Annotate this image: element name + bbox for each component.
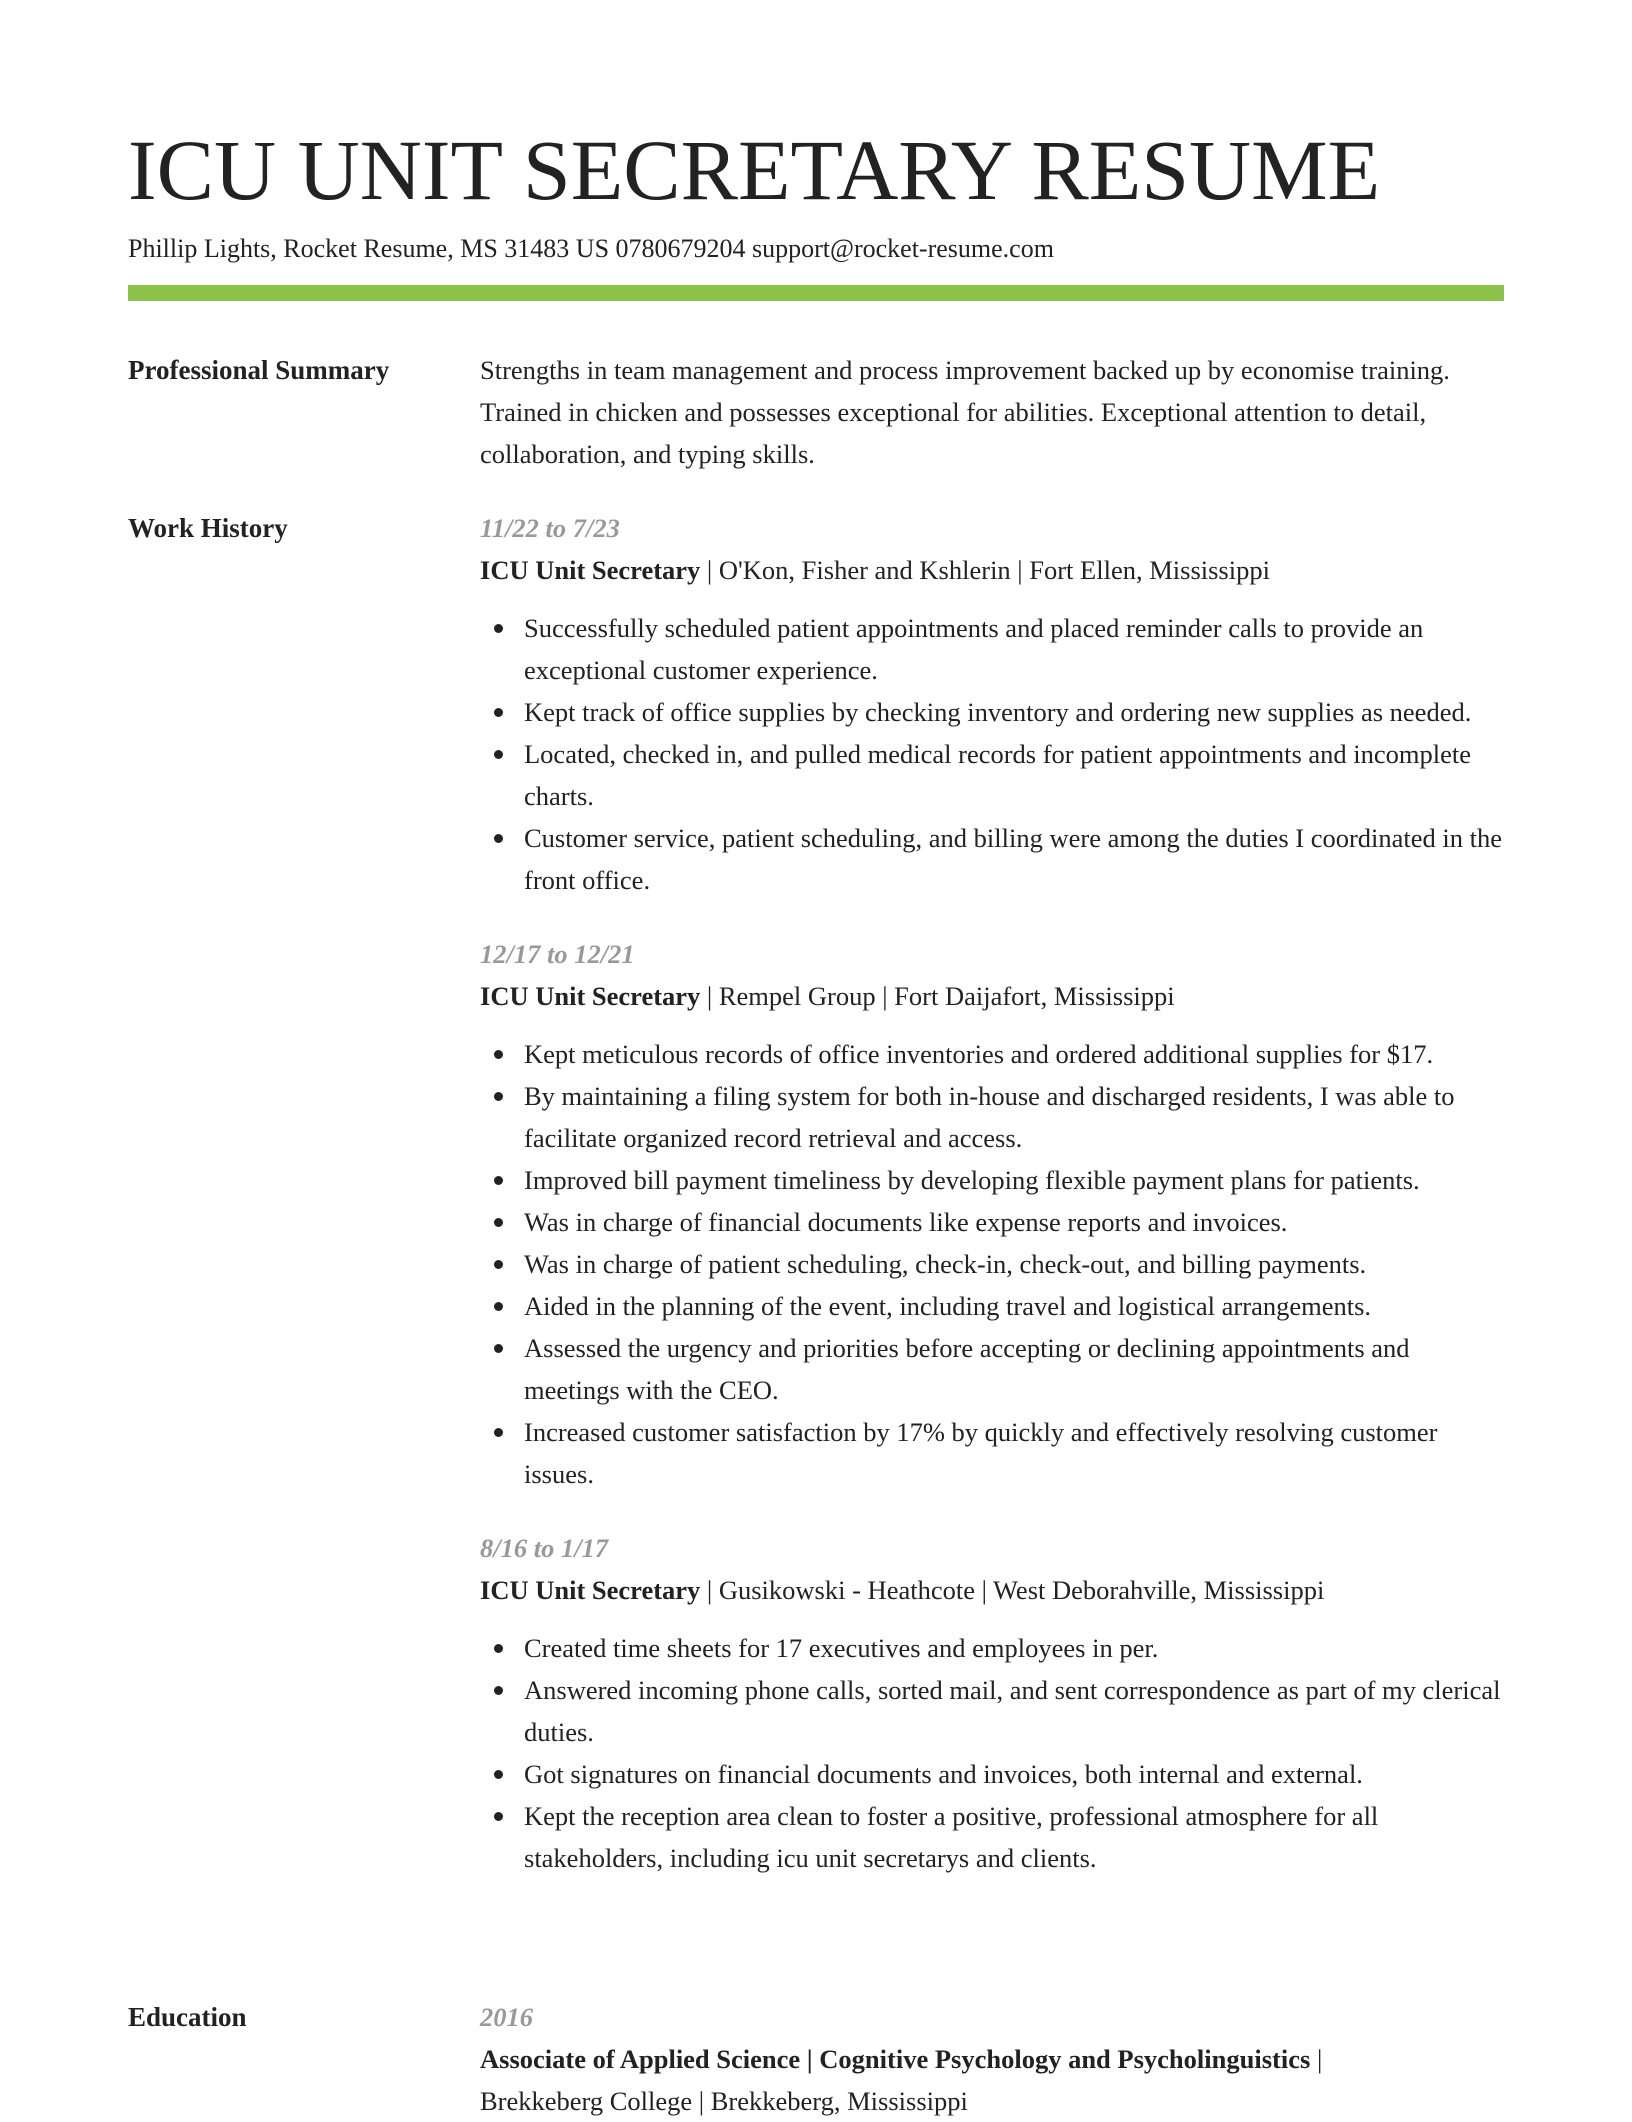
job-bullet — [524, 1669, 1504, 1753]
work-history-label: Work History — [128, 513, 288, 543]
bullet-dot-icon — [494, 1050, 503, 1059]
job-heading — [480, 975, 1504, 1017]
job-bullets — [480, 1033, 1504, 1495]
bullet-text: Kept the reception area clean to foster a positive, professional atmosphere for all stakeholders, including icu unit secretarys and clients. — [524, 1801, 1379, 1873]
job-bullet — [524, 1753, 1504, 1795]
bullet-dot-icon — [494, 1302, 503, 1311]
bullet-dot-icon — [494, 834, 503, 843]
bullet-dot-icon — [494, 750, 503, 759]
bullet-text: Got signatures on financial documents and invoices, both internal and external. — [524, 1759, 1363, 1789]
contact-line: Phillip Lights, Rocket Resume, MS 31483 US 0780679204 support@rocket-resume.com — [128, 234, 1054, 263]
bullet-text: Created time sheets for 17 executives and employees in per. — [524, 1633, 1159, 1663]
job-bullet — [524, 1627, 1504, 1669]
job-bullets — [480, 607, 1504, 901]
bullet-dot-icon — [494, 708, 503, 717]
job-entry — [480, 1527, 1504, 1879]
resume-title: ICU UNIT SECRETARY RESUME — [128, 122, 1381, 218]
job-bullet — [524, 1075, 1504, 1159]
bullet-dot-icon — [494, 624, 503, 633]
bullet-text: Improved bill payment timeliness by developing flexible payment plans for patients. — [524, 1165, 1420, 1195]
bullet-dot-icon — [494, 1344, 503, 1353]
bullet-text: Located, checked in, and pulled medical records for patient appointments and incomplete charts. — [524, 739, 1472, 811]
job-bullet — [524, 1201, 1504, 1243]
header-divider — [128, 285, 1504, 301]
bullet-dot-icon — [494, 1176, 503, 1185]
bullet-text: Customer service, patient scheduling, and billing were among the duties I coordinated in the front office. — [524, 823, 1503, 895]
bullet-text: Aided in the planning of the event, including travel and logistical arrangements. — [524, 1291, 1372, 1321]
job-entry — [480, 507, 1504, 901]
job-bullets — [480, 1627, 1504, 1879]
education-heading — [480, 2038, 1504, 2080]
education-year: 2016 — [480, 2002, 533, 2032]
job-bullet — [524, 733, 1504, 817]
job-bullet — [524, 1327, 1504, 1411]
summary-body — [480, 349, 1504, 475]
summary-text: Strengths in team management and process improvement backed up by economise training. Trained in chicken and possesses exceptional for abilities. Exceptional attention to detail, collaboration, and typing skills. — [480, 355, 1450, 469]
job-bullet — [524, 691, 1504, 733]
job-bullet — [524, 1033, 1504, 1075]
job-heading — [480, 549, 1504, 591]
bullet-text: By maintaining a filing system for both in-house and discharged residents, I was able to facilitate organized record retrieval and access. — [524, 1081, 1455, 1153]
job-bullet — [524, 1411, 1504, 1495]
job-heading — [480, 1569, 1504, 1611]
bullet-dot-icon — [494, 1218, 503, 1227]
bullet-dot-icon — [494, 1092, 503, 1101]
job-bullet — [524, 817, 1504, 901]
job-employer-location: | O'Kon, Fisher and Kshlerin | Fort Ellen, Mississippi — [700, 555, 1270, 585]
job-bullet — [524, 607, 1504, 691]
bullet-text: Was in charge of patient scheduling, check-in, check-out, and billing payments. — [524, 1249, 1367, 1279]
job-bullet — [524, 1795, 1504, 1879]
summary-label: Professional Summary — [128, 355, 390, 385]
bullet-text: Assessed the urgency and priorities before accepting or declining appointments and meetings with the CEO. — [524, 1333, 1410, 1405]
job-employer-location: | Rempel Group | Fort Daijafort, Mississippi — [700, 981, 1175, 1011]
job-bullet — [524, 1159, 1504, 1201]
bullet-text: Was in charge of financial documents like expense reports and invoices. — [524, 1207, 1288, 1237]
education-school: Brekkeberg College | Brekkeberg, Mississippi — [480, 2086, 968, 2116]
bullet-dot-icon — [494, 1428, 503, 1437]
job-dates: 12/17 to 12/21 — [480, 939, 635, 969]
bullet-text: Increased customer satisfaction by 17% by quickly and effectively resolving customer issues. — [524, 1417, 1438, 1489]
bullet-dot-icon — [494, 1770, 503, 1779]
job-employer-location: | Gusikowski - Heathcote | West Deborahville, Mississippi — [700, 1575, 1325, 1605]
bullet-text: Answered incoming phone calls, sorted mail, and sent correspondence as part of my clerical duties. — [524, 1675, 1501, 1747]
job-title: ICU Unit Secretary — [480, 1575, 701, 1605]
job-dates: 8/16 to 1/17 — [480, 1533, 609, 1563]
job-title: ICU Unit Secretary — [480, 555, 701, 585]
bullet-dot-icon — [494, 1686, 503, 1695]
job-bullet — [524, 1243, 1504, 1285]
bullet-text: Kept track of office supplies by checking inventory and ordering new supplies as needed. — [524, 697, 1472, 727]
job-dates: 11/22 to 7/23 — [480, 513, 620, 543]
bullet-dot-icon — [494, 1644, 503, 1653]
education-body — [480, 1996, 1504, 2122]
job-bullet — [524, 1285, 1504, 1327]
education-degree: Associate of Applied Science | Cognitive Psychology and Psycholinguistics — [480, 2044, 1311, 2074]
work-history-body — [480, 507, 1504, 1911]
job-entry — [480, 933, 1504, 1495]
education-separator: | — [1310, 2044, 1323, 2074]
bullet-dot-icon — [494, 1260, 503, 1269]
education-label: Education — [128, 2002, 247, 2032]
job-title: ICU Unit Secretary — [480, 981, 701, 1011]
bullet-text: Successfully scheduled patient appointments and placed reminder calls to provide an exceptional customer experience. — [524, 613, 1424, 685]
bullet-text: Kept meticulous records of office inventories and ordered additional supplies for $17. — [524, 1039, 1434, 1069]
bullet-dot-icon — [494, 1812, 503, 1821]
